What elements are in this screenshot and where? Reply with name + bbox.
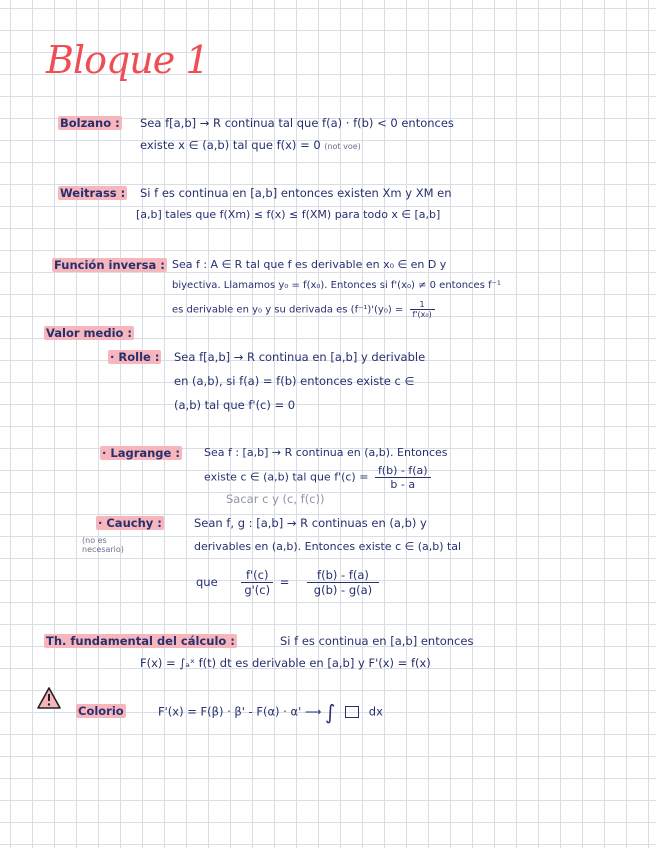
rolle-label bbox=[108, 350, 161, 364]
cauchy-note: (no es necesario) bbox=[82, 536, 124, 554]
cauchy-equals: = bbox=[279, 575, 290, 589]
inversa-frac-num: 1 bbox=[410, 300, 435, 310]
lagrange-line2-text: existe c ∈ (a,b) tal que f'(c) = bbox=[204, 470, 369, 484]
lagrange-line2 bbox=[204, 464, 434, 491]
weierstrass-line1: Si f es continua en [a,b] entonces existen Xm y XM en bbox=[140, 186, 452, 200]
placeholder-box-icon bbox=[345, 706, 359, 718]
bolzano-label bbox=[58, 116, 122, 130]
inversa-label bbox=[52, 258, 167, 272]
cauchy-label-text: · Cauchy : bbox=[98, 516, 162, 530]
cauchy-frac2-num: f(b) - f(a) bbox=[307, 568, 379, 583]
corolario-dx: dx bbox=[368, 704, 383, 719]
inversa-line1: Sea f : A ∈ R tal que f es derivable en x₀ ∈ en D y bbox=[172, 258, 447, 271]
corolario-label-text: Colorio bbox=[78, 704, 124, 718]
fundamental-label-text: Th. fundamental del cálculo : bbox=[46, 634, 235, 648]
lagrange-line3: Sacar c y (c, f(c)) bbox=[226, 492, 325, 506]
page-title: Bloque 1 bbox=[46, 38, 209, 82]
lagrange-frac-den: b - a bbox=[390, 478, 416, 491]
weierstrass-line2: [a,b] tales que f(Xm) ≤ f(x) ≤ f(XM) para todo x ∈ [a,b] bbox=[136, 208, 441, 221]
warning-triangle-icon bbox=[36, 686, 62, 714]
inversa-line2: biyectiva. Llamamos y₀ = f(x₀). Entonces si f'(x₀) ≠ 0 entonces f⁻¹ bbox=[172, 280, 501, 291]
weierstrass-label bbox=[58, 186, 127, 200]
fundamental-line1: Si f es continua en [a,b] entonces bbox=[280, 634, 474, 648]
fundamental-label bbox=[44, 634, 237, 648]
rolle-label-text: · Rolle : bbox=[110, 350, 160, 364]
bolzano-note: (not voe) bbox=[324, 142, 361, 151]
bolzano-label-text: Bolzano : bbox=[60, 116, 120, 130]
lagrange-label-text: · Lagrange : bbox=[102, 446, 180, 460]
cauchy-fraction-right bbox=[307, 568, 379, 597]
cauchy-que: que bbox=[196, 575, 218, 589]
valor-medio-label-text: Valor medio : bbox=[46, 326, 133, 340]
valor-medio-label bbox=[44, 326, 134, 340]
lagrange-fraction bbox=[375, 464, 431, 491]
cauchy-frac2-den: g(b) - g(a) bbox=[313, 583, 373, 597]
inversa-frac-den: f'(x₀) bbox=[412, 310, 432, 319]
cauchy-line2: derivables en (a,b). Entonces existe c ∈ (a,b) tal bbox=[194, 540, 462, 553]
inversa-line3-text: es derivable en y₀ y su derivada es (f⁻¹)'(y₀) = bbox=[172, 304, 404, 316]
inversa-fraction bbox=[410, 300, 435, 319]
cauchy-formula bbox=[196, 568, 382, 597]
cauchy-label bbox=[96, 516, 164, 530]
cauchy-frac1-num: f'(c) bbox=[241, 568, 273, 583]
rolle-line3: (a,b) tal que f'(c) = 0 bbox=[174, 398, 296, 412]
lagrange-line1: Sea f : [a,b] → R continua en (a,b). Entonces bbox=[204, 446, 448, 459]
lagrange-label bbox=[100, 446, 182, 460]
bolzano-line2-text: existe x ∈ (a,b) tal que f(x) = 0 bbox=[140, 138, 321, 152]
weierstrass-label-text: Weitrass : bbox=[60, 186, 126, 200]
corolario-label bbox=[76, 704, 126, 718]
cauchy-line1: Sean f, g : [a,b] → R continuas en (a,b) y bbox=[194, 516, 427, 530]
fundamental-line2: F(x) = ∫ₐˣ f(t) dt es derivable en [a,b] y F'(x) = f(x) bbox=[140, 656, 431, 670]
inversa-label-text: Función inversa : bbox=[54, 258, 165, 272]
bolzano-line2 bbox=[140, 138, 361, 152]
cauchy-frac1-den: g'(c) bbox=[244, 583, 271, 597]
corolario-formula bbox=[158, 700, 383, 724]
lagrange-frac-num: f(b) - f(a) bbox=[375, 464, 431, 478]
inversa-line3 bbox=[172, 300, 438, 319]
rolle-line1: Sea f[a,b] → R continua en [a,b] y derivable bbox=[174, 350, 426, 364]
bolzano-line1: Sea f[a,b] → R continua tal que f(a) · f(b) < 0 entonces bbox=[140, 116, 454, 130]
corolario-formula-text: F'(x) = F(β) · β' - F(α) · α' ⟶ bbox=[158, 704, 322, 719]
cauchy-fraction-left bbox=[241, 568, 273, 597]
integral-symbol: ∫ bbox=[325, 700, 336, 724]
rolle-line2: en (a,b), si f(a) = f(b) entonces existe c ∈ bbox=[174, 374, 415, 388]
